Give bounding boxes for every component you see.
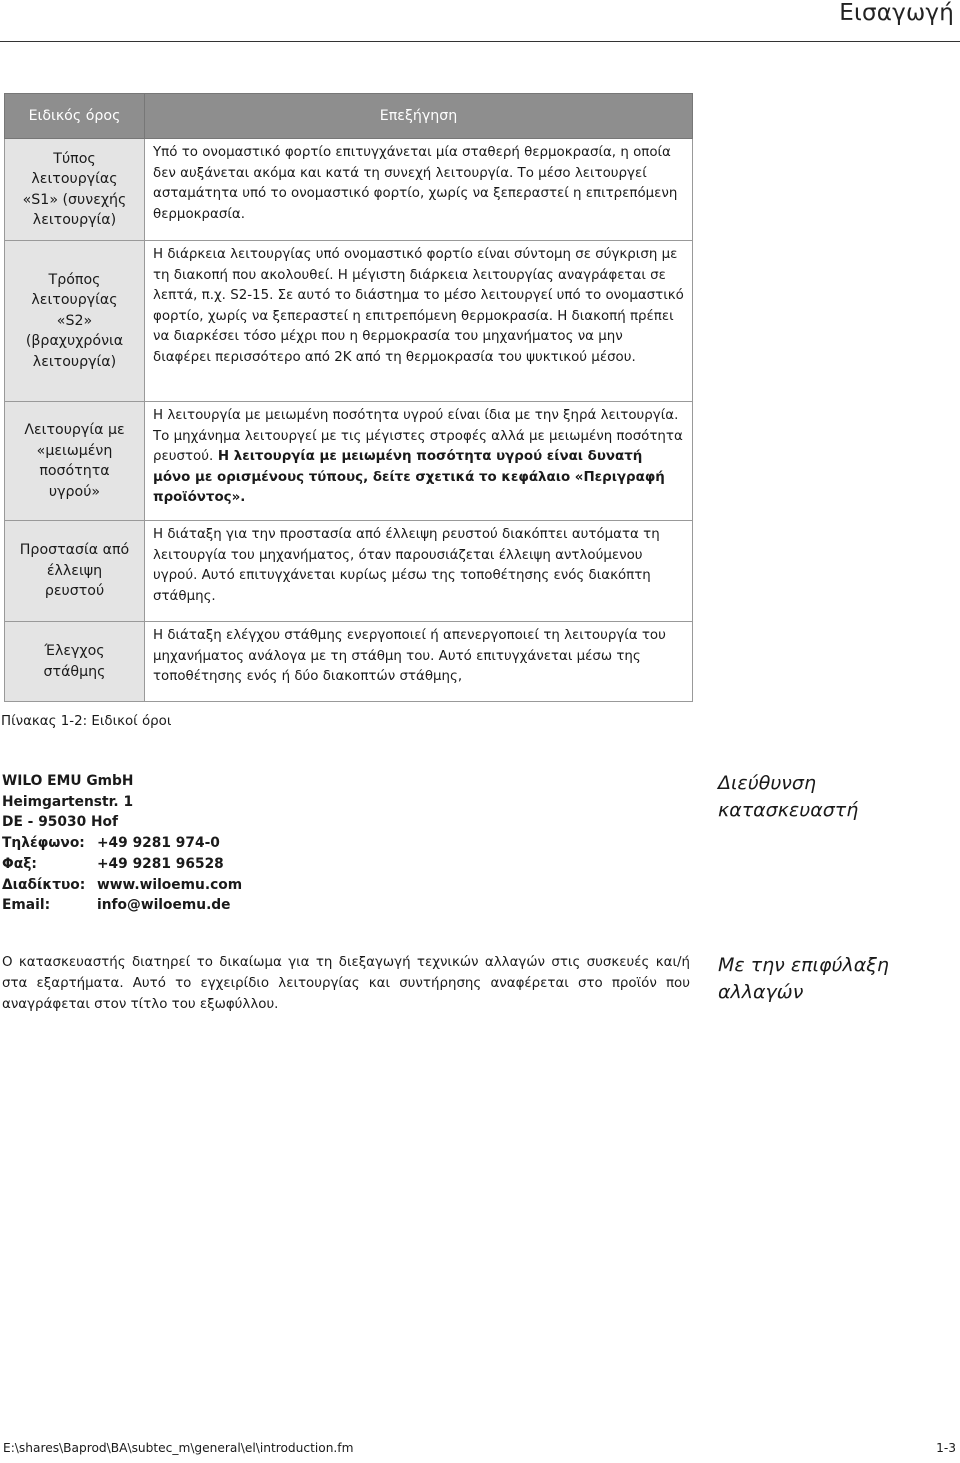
explanation-text: Η διάταξη για την προστασία από έλλειψη ρευστού διακόπτει αυτόματα τη λειτουργία του μηχανήματος, όταν παρουσιάζεται έλλειψη αντλούμενου υγρού. Αυτό επιτυγχάνεται κυρίως μέσω της τοποθέτησης ενός διακόπτη στάθμης. bbox=[153, 527, 660, 604]
term-cell bbox=[5, 402, 145, 521]
term-label: Έλεγχος στάθμης bbox=[43, 643, 106, 680]
contact-value: +49 9281 96528 bbox=[97, 855, 224, 872]
explanation-cell bbox=[145, 241, 693, 402]
contact-row bbox=[2, 875, 242, 896]
table-row bbox=[5, 622, 693, 702]
contact-label: Φαξ: bbox=[2, 855, 37, 872]
column-header-term: Ειδικός όρος bbox=[5, 94, 145, 139]
term-cell bbox=[5, 241, 145, 402]
table-row bbox=[5, 402, 693, 521]
change-notice: Ο κατασκευαστής διατηρεί το δικαίωμα για τη διεξαγωγή τεχνικών αλλαγών στις συσκευές και/ή στα εξαρτήματα. Αυτό το εγχειρίδιο λειτουργίας και συντήρησης αναφέρεται στο προϊόν που αναγράφεται στον τίτλο του εξωφύλλου. bbox=[2, 955, 690, 1012]
manufacturer-address bbox=[2, 771, 242, 916]
header-divider bbox=[0, 41, 960, 42]
city-line: DE - 95030 Hof bbox=[2, 814, 119, 831]
explanation-text: Η διάταξη ελέγχου στάθμης ενεργοποιεί ή απενεργοποιεί τη λειτουργία του μηχανήματος ανάλογα με τη στάθμη του. Αυτό επιτυγχάνεται μέσω της τοποθέτησης ενός ή δύο διακοπτών στάθμης, bbox=[153, 628, 666, 684]
notice-side-heading: Με την επιφύλαξη αλλαγών bbox=[718, 954, 889, 1003]
contact-row bbox=[2, 854, 242, 875]
table-row bbox=[5, 139, 693, 241]
contact-label: Email: bbox=[2, 897, 51, 914]
explanation-text: Η λειτουργία με μειωμένη ποσότητα υγρού είναι ίδια με την ξηρά λειτουργία. Το μηχάνημα λειτουργεί με τις μέγιστες στροφές αλλά με μειωμένη ποσότητα ρευστού. bbox=[153, 408, 683, 464]
street-address: Heimgartenstr. 1 bbox=[2, 793, 134, 810]
explanation-cell bbox=[145, 622, 693, 702]
contact-value: info@wiloemu.de bbox=[97, 897, 231, 914]
explanation-text: Υπό το ονομαστικό φορτίο επιτυγχάνεται μία σταθερή θερμοκρασία, η οποία δεν αυξάνεται ακόμα και κατά τη συνεχή λειτουργία. Το μέσο λειτουργεί ασταμάτητα υπό το ονομαστικό φορτίο, χωρίς να ξεπεραστεί η επιτρεπόμενη θερμοκρασία. bbox=[153, 145, 678, 222]
table-row bbox=[5, 521, 693, 622]
page-number: 1-3 bbox=[936, 1441, 956, 1455]
table-caption: Πίνακας 1-2: Ειδικοί όροι bbox=[1, 714, 172, 729]
term-cell bbox=[5, 521, 145, 622]
term-cell bbox=[5, 622, 145, 702]
explanation-cell bbox=[145, 139, 693, 241]
contact-row bbox=[2, 833, 242, 854]
terms-table bbox=[4, 93, 693, 702]
term-label: Τύπος λειτουργίας «S1» (συνεχής λειτουργία) bbox=[22, 150, 127, 228]
page-title: Εισαγωγή bbox=[839, 0, 954, 26]
term-label: Τρόπος λειτουργίας «S2» (βραχυχρόνια λειτουργία) bbox=[25, 271, 124, 370]
contact-value: +49 9281 974-0 bbox=[97, 835, 220, 852]
term-label: Προστασία από έλλειψη ρευστού bbox=[19, 542, 130, 600]
explanation-text: Η διάρκεια λειτουργίας υπό ονομαστικό φορτίο είναι σύντομη σε σύγκριση με τη διακοπή που ακολουθεί. Η μέγιστη διάρκεια λειτουργίας αναγράφεται σε λεπτά, π.χ. S2-15. Σε αυτό το διάστημα το μέσο λειτουργεί υπό το ονομαστικό φορτίο, χωρίς να ξεπεραστεί η επιτρεπόμενη θερμοκρασία. Η διακοπή πρέπει να διαρκέσει τόσο μέχρι που η θερμοκρασία του μηχανήματος να μην διαφέρει περισσότερο από 2K από τη θερμοκρασία του ψυκτικού μέσου. bbox=[153, 247, 684, 365]
contact-row bbox=[2, 895, 242, 916]
column-header-explanation: Επεξήγηση bbox=[145, 94, 693, 139]
term-cell bbox=[5, 139, 145, 241]
contact-label: Διαδίκτυο: bbox=[2, 876, 86, 893]
company-name: WILO EMU GmbH bbox=[2, 773, 134, 789]
explanation-emphasis: Η λειτουργία με μειωμένη ποσότητα υγρού είναι δυνατή μόνο με ορισμένους τύπους, δείτε σχετικά το κεφάλαιο «Περιγραφή προϊόντος». bbox=[153, 449, 665, 505]
contact-label: Τηλέφωνο: bbox=[2, 835, 85, 852]
table-row bbox=[5, 241, 693, 402]
manufacturer-side-heading: Διεύθυνση κατασκευαστή bbox=[718, 772, 859, 821]
explanation-cell bbox=[145, 521, 693, 622]
contact-value: www.wiloemu.com bbox=[97, 876, 243, 893]
footer-file-path: E:\shares\Baprod\BA\subtec_m\general\el\introduction.fm bbox=[3, 1441, 354, 1455]
term-label: Λειτουργία με «μειωμένη ποσότητα υγρού» bbox=[24, 422, 125, 500]
explanation-cell bbox=[145, 402, 693, 521]
